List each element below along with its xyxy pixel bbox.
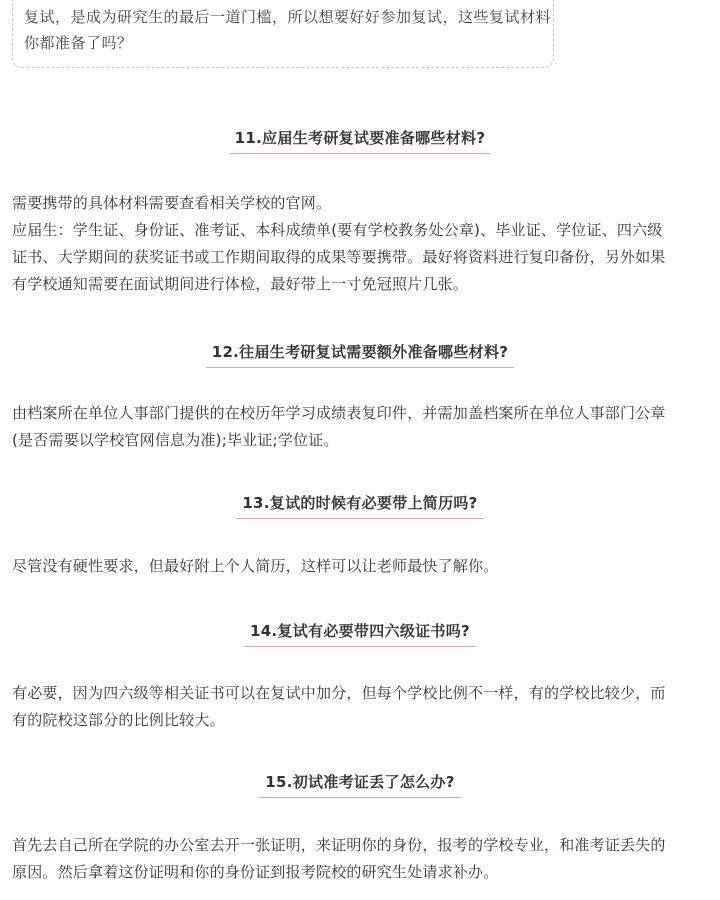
section-heading-text: 15.初试准考证丢了怎么办? — [259, 773, 460, 798]
section-body-15 — [12, 832, 677, 886]
paragraph: 尽管没有硬性要求，但最好附上个人简历，这样可以让老师最快了解你。 — [12, 557, 499, 575]
section-heading-14 — [0, 621, 720, 649]
paragraph: 首先去自己所在学院的办公室去开一张证明，来证明你的身份，报考的学校专业，和准考证丢失的原因。然后拿着这份证明和你的身份证到报考院校的研究生处请求补办。 — [12, 836, 666, 881]
section-heading-text: 12.往届生考研复试需要额外准备哪些材料? — [206, 343, 515, 368]
section-body-11 — [12, 190, 677, 298]
intro-quote-box — [12, 0, 554, 68]
intro-text: 复试，是成为研究生的最后一道门槛，所以想要好好参加复试，这些复试材料你都准备了吗？ — [24, 8, 552, 52]
section-heading-text: 13.复试的时候有必要带上简历吗? — [236, 494, 483, 519]
paragraph: 由档案所在单位人事部门提供的在校历年学习成绩表复印件，并需加盖档案所在单位人事部门公章(是否需要以学校官网信息为准);毕业证;学位证。 — [12, 404, 666, 449]
section-heading-13 — [0, 493, 720, 521]
paragraph: 应届生：学生证、身份证、准考证、本科成绩单(要有学校教务处公章)、毕业证、学位证、四六级证书、大学期间的获奖证书或工作期间取得的成果等要携带。最好将资料进行复印备份，另外如果有学校通知需要在面试期间进行体检，最好带上一寸免冠照片几张。 — [12, 221, 666, 293]
section-heading-text: 14.复试有必要带四六级证书吗? — [244, 622, 476, 647]
section-heading-12 — [0, 342, 720, 370]
section-heading-15 — [0, 772, 720, 800]
paragraph: 有必要，因为四六级等相关证书可以在复试中加分，但每个学校比例不一样，有的学校比较少，而有的院校这部分的比例比较大。 — [12, 684, 666, 729]
section-body-12 — [12, 400, 677, 454]
section-body-14 — [12, 680, 677, 734]
paragraph: 需要携带的具体材料需要查看相关学校的官网。 — [12, 194, 332, 212]
section-heading-11 — [0, 128, 720, 156]
section-body-13 — [12, 553, 677, 580]
section-heading-text: 11.应届生考研复试要准备哪些材料? — [229, 129, 492, 154]
